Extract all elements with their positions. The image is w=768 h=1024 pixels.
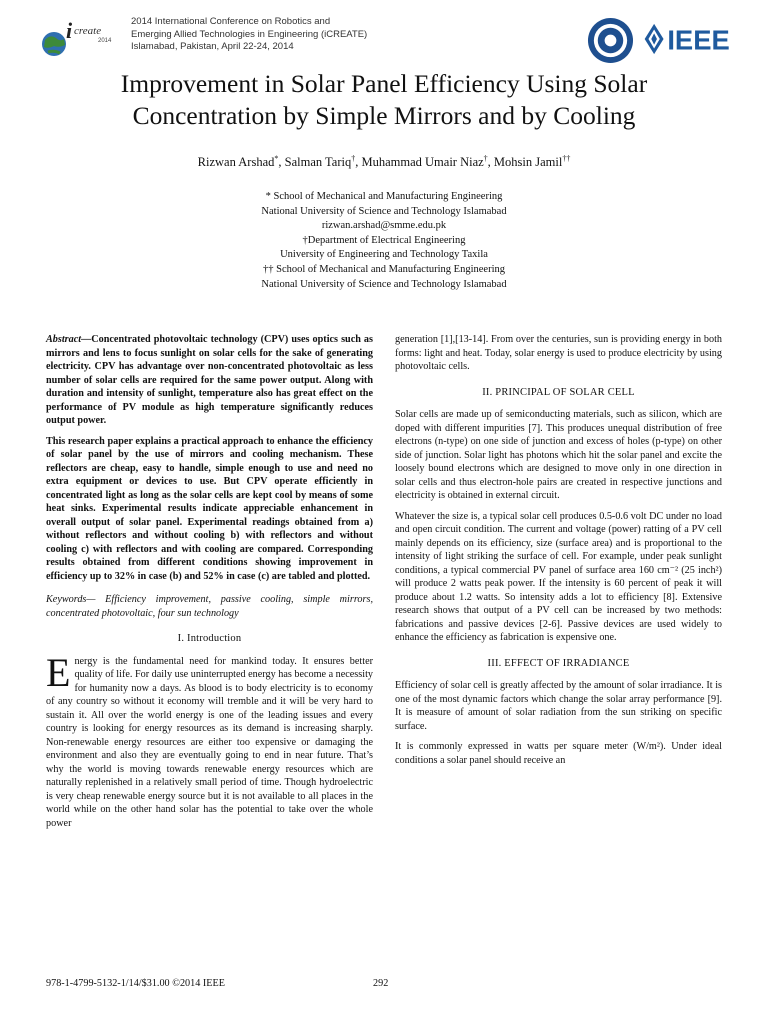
- author-name: Rizwan Arshad: [197, 155, 275, 170]
- ieee-logo: [640, 22, 740, 56]
- abstract-paragraph: This research paper explains a practical approach to enhance the efficiency of solar panel by the use of mirrors and cooling mechanism. These reflectors are cheap, easy to handle, simple enough to use and need no extra equipment or devices to use. But CPV operate efficiently in concentrated light as long as the solar cells are kept cool by means of some heat sinks. Experimental results indicate appreciable enhancement in overall output of solar panel. Experimental readings obtained from a) without reflectors and without cooling b) with reflectors and without cooling c) with reflectors and with cooling are compared. Corresponding results obtained from different conditions showing improvement in efficiency up to 32% in case (b) and 52% in case (c) are tabled and plotted.: [46, 435, 373, 582]
- body-paragraph: Solar cells are made up of semiconducting materials, such as silicon, which are doped with different impurities [7]. This produces unequal distribution of free electrons (n-type) on one side of junction and excess of holes (p-type) on other side of junction. Solar light has photons which hit the solar panel and excite the loosely bound electrons which are designed to move only in one direction in solar cells and thus electron-hole pairs are created in respective junctions and electricity is obtained in external circuit.: [395, 409, 722, 501]
- drop-cap: E: [46, 649, 71, 695]
- svg-text:create: create: [74, 25, 102, 37]
- affiliation-line: National University of Science and Technology Islamabad: [261, 205, 507, 217]
- abstract-text: Concentrated photovoltaic technology (CPV) uses optics such as mirrors and lens to focus sunlight on solar cells for the sake of generating electricity. CPV has advantage over non-concentrated photovoltaic as less number of solar cells are required for the same power output. Along with duration and intensity of sunlight, temperature also has great effect on the performance of PV module as high temperature significantly reduces output power.: [46, 334, 373, 426]
- conference-info: [131, 16, 367, 54]
- title-line: Improvement in Solar Panel Efficiency Using Solar: [120, 69, 648, 98]
- right-column: [395, 333, 722, 774]
- author-mark: ††: [562, 154, 571, 163]
- affiliation-line: †† School of Mechanical and Manufacturing Engineering: [262, 263, 505, 275]
- author-mark: †: [351, 154, 356, 163]
- author-list: [0, 154, 768, 170]
- left-column: [46, 333, 373, 837]
- author-name: , Muhammad Umair Niaz: [355, 155, 484, 170]
- conference-line: Islamabad, Pakistan, April 22-24, 2014: [131, 41, 294, 52]
- section-heading-principal: II. PRINCIPAL OF SOLAR CELL: [482, 386, 635, 398]
- author-mark: †: [483, 154, 488, 163]
- icreate-logo: [40, 12, 120, 66]
- body-paragraph: Efficiency of solar cell is greatly affected by the amount of solar irradiance. It is one of the most dynamic factors which change the solar array performance [9]. It is measure of amount of solar radiation from the sun striking on specific surface.: [395, 680, 722, 732]
- paper-title: [20, 68, 748, 132]
- body-paragraph: It is commonly expressed in watts per square meter (W/m²). Under ideal conditions a solar panel should receive an: [395, 741, 722, 766]
- university-seal-icon: [587, 17, 634, 64]
- section-heading-introduction: I. Introduction: [177, 633, 242, 644]
- page-number: 292: [373, 978, 389, 989]
- isbn-copyright: 978-1-4799-5132-1/14/$31.00 ©2014 IEEE: [46, 978, 225, 989]
- intro-text: nergy is the fundamental need for mankind today. It ensures better quality of life. For daily use uninterrupted energy has become a necessity for humanity now a days. As blood is to body electricity is to economy of any country so without it economy will tremble and it will be very hard to sustain it. All over the world energy is one of the leading issues and every country is looking for energy resources as its demand is increasing sharply. Non-renewable energy resources are either too expensive or damaging the environment and also they are eventually going to end in near future. That’s why the world is moving towards renewable energy resources which are naturally replenished in a relatively small period of time. Though hydroelectric is very cheap renewable energy source but it is not available to all places in the world while on the other hand solar has the potential to take over the whole power: [46, 655, 373, 829]
- body-paragraph: Whatever the size is, a typical solar cell produces 0.5-0.6 volt DC under no load and open circuit condition. The current and voltage (power) ratting of a PV cell mainly depends on its efficiency, size (surface area) and is proportional to the intensity of light striking the surface of cell. For example, under peak sunlight conditions, a typical commercial PV panel of surface area 160 cm⁻² (25 inch²) will produce 2 watts peak power. If the intensity is 60 percent of peak it will produce about 1.2 watts. So intensity adds a lot to efficiency [8]. Extensive research shows that output of a PV cell can be increased by two methods: fabrications and passive devices [2-6]. Passive devices are used widely to enhance the efficiency as fabrication is expensive one.: [395, 510, 722, 643]
- section-heading-irradiance: III. EFFECT OF IRRADIANCE: [487, 657, 630, 669]
- page-header: [0, 0, 768, 70]
- svg-text:i: i: [66, 18, 73, 43]
- intro-paragraph: [46, 649, 373, 831]
- abstract-label: Abstract—: [46, 334, 92, 345]
- affiliation-line: * School of Mechanical and Manufacturing Engineering: [265, 191, 503, 202]
- author-email: rizwan.arshad@smme.edu.pk: [321, 220, 447, 232]
- author-mark: *: [274, 154, 279, 163]
- conference-line: Emerging Allied Technologies in Engineering (iCREATE): [131, 28, 368, 40]
- keywords: Keywords— Efficiency improvement, passive cooling, simple mirrors, concentrated photovoltaic, four sun technology: [46, 594, 373, 619]
- affiliation-line: †Department of Electrical Engineering: [302, 234, 466, 246]
- title-line: Concentration by Simple Mirrors and by Cooling: [132, 101, 636, 130]
- author-name: , Salman Tariq: [278, 155, 352, 170]
- svg-text:IEEE: IEEE: [667, 24, 730, 56]
- affiliation-line: National University of Science and Technology Islamabad: [261, 278, 507, 290]
- conference-line: 2014 International Conference on Robotics and: [131, 16, 331, 27]
- svg-text:2014: 2014: [98, 38, 112, 44]
- affiliations: [0, 190, 768, 292]
- author-name: , Mohsin Jamil: [487, 155, 563, 170]
- continued-paragraph: generation [1],[13-14]. From over the centuries, sun is providing energy in both forms: light and heat. Today, solar energy is used to produce electricity by using photovoltaic cells.: [395, 334, 722, 372]
- abstract-paragraph: [46, 333, 373, 428]
- affiliation-line: University of Engineering and Technology Taxila: [280, 249, 488, 261]
